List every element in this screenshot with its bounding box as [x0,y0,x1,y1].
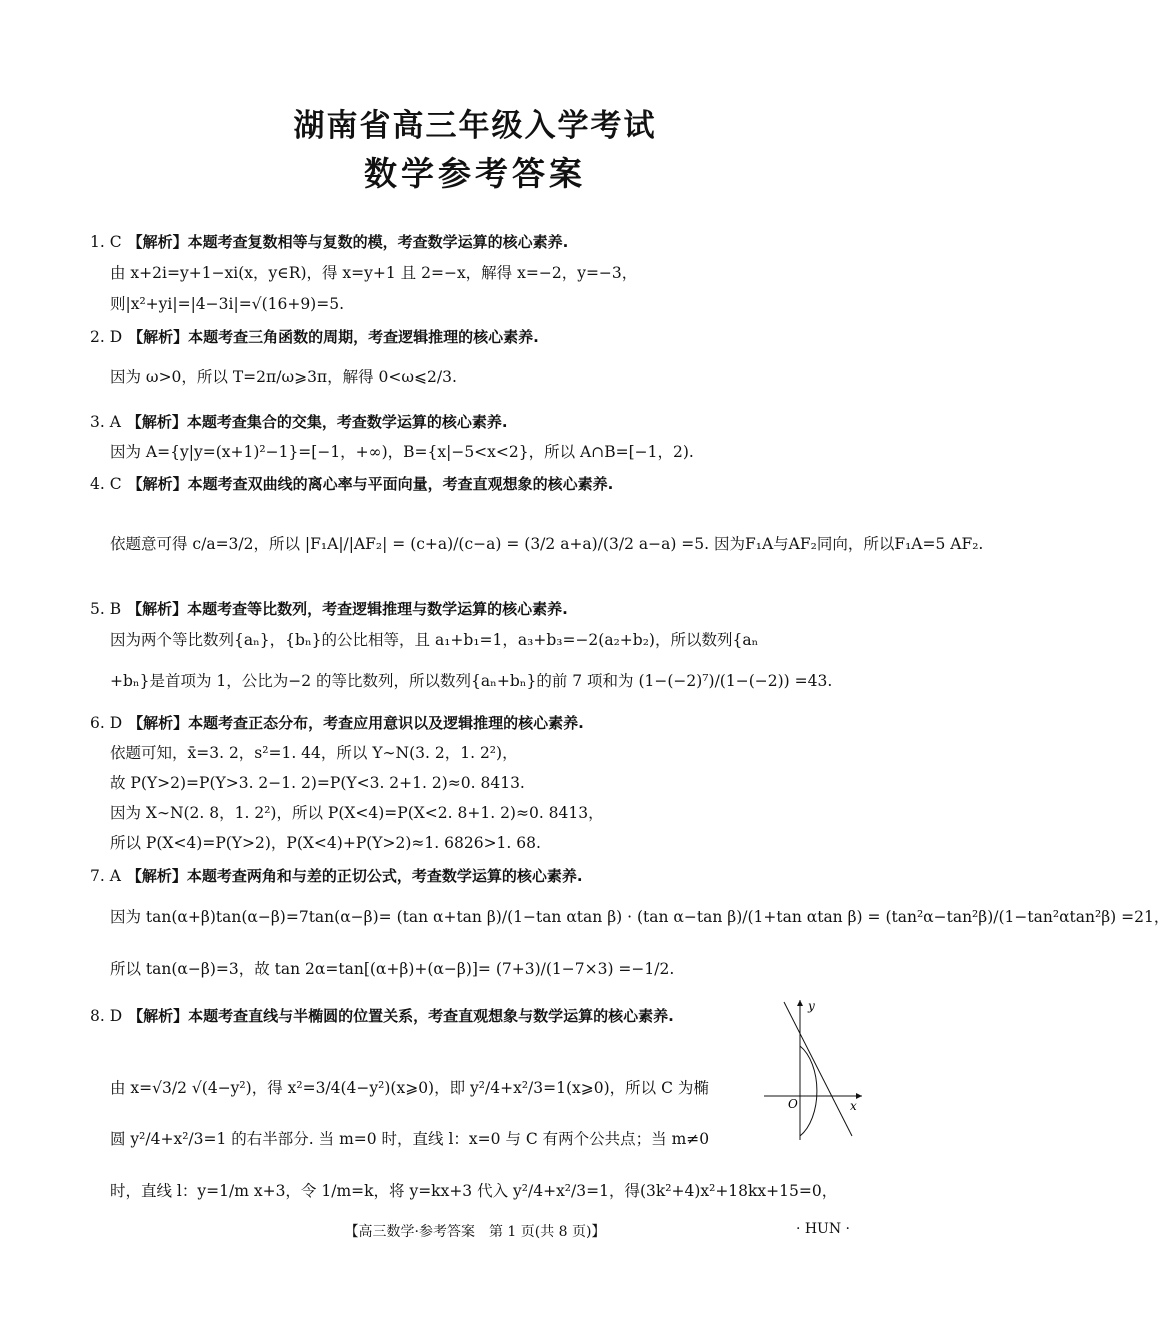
x-axis-arrow [856,1093,862,1099]
question-number: 7. A [90,867,121,885]
footer-code: · HUN · [795,1221,850,1237]
question-number: 1. C [90,233,122,251]
question-8-line-3: 时，直线 l：y=1/m x+3，令 1/m=k，将 y=kx+3 代入 y²/4+x²/3=1，得(3k²+4)x²+18kx+15=0， [110,1182,838,1200]
page-title: 湖南省高三年级入学考试 [293,108,657,144]
question-8-line-2: 圆 y²/4+x²/3=1 的右半部分. 当 m=0 时，直线 l：x=0 与 C 有两个公共点；当 m≠0 [110,1130,710,1148]
y-axis-arrow [797,1000,803,1006]
question-1-line-2: 则|x²+yi|=|4−3i|=√(16+9)=5. [110,295,345,313]
question-5-header [90,598,568,620]
question-8-line-1: 由 x=√3/2 √(4−y²)，得 x²=3/4(4−y²)(x⩾0)，即 y²/4+x²/3=1(x⩾0)，所以 C 为椭 [110,1079,709,1097]
question-2-line-1: 因为 ω>0，所以 T=2π/ω⩾3π，解得 0<ω⩽2/3. [110,368,457,386]
question-3-line-1: 因为 A={y|y=(x+1)²−1}=[−1，+∞)，B={x|−5<x<2}，所以 A∩B=[−1，2). [110,443,694,461]
question-number: 3. A [90,413,121,431]
question-number: 5. B [90,600,122,618]
question-2-header [90,326,539,348]
analysis-heading: 【解析】本题考查复数相等与复数的模，考查数学运算的核心素养. [127,233,569,251]
question-7-line-1: 因为 tan(α+β)tan(α−β)=7tan(α−β)= (tan α+tan β)/(1−tan αtan β) · (tan α−tan β)/(1+tan αtan β) = (tan²α−tan²β)/(1−tan²αtan²β) =21， [110,908,1169,926]
question-7-header [90,865,583,887]
ellipse-line-figure [762,996,866,1142]
x-axis-label: x [850,1099,857,1113]
question-number: 4. C [90,475,122,493]
analysis-heading: 【解析】本题考查三角函数的周期，考查逻辑推理的核心素养. [128,328,539,346]
question-1-header [90,231,568,253]
page-subtitle: 数学参考答案 [364,154,586,193]
analysis-heading: 【解析】本题考查集合的交集，考查数学运算的核心素养. [126,413,508,431]
analysis-heading: 【解析】本题考查等比数列，考查逻辑推理与数学运算的核心素养. [127,600,568,618]
question-4-header [90,473,613,495]
line-l [784,1002,852,1136]
question-7-line-2: 所以 tan(α−β)=3，故 tan 2α=tan[(α+β)+(α−β)]= (7+3)/(1−7×3) =−1/2. [110,960,675,978]
question-8-header [90,1003,750,1030]
page-footer: 【高三数学·参考答案 第 1 页(共 8 页)】 [344,1224,606,1240]
question-4-line-1: 依题意可得 c/a=3/2，所以 |F₁A|/|AF₂| = (c+a)/(c−a) = (3/2 a+a)/(3/2 a−a) =5. 因为F₁A与AF₂同向，所以F₁A=5 AF₂. [110,535,984,553]
analysis-heading: 【解析】本题考查正态分布，考查应用意识以及逻辑推理的核心素养. [128,714,584,732]
question-number: 6. D [90,714,123,732]
question-5-line-2: +bₙ}是首项为 1，公比为−2 的等比数列，所以数列{aₙ+bₙ}的前 7 项和为 (1−(−2)⁷)/(1−(−2)) =43. [110,672,833,690]
question-number: 2. D [90,328,123,346]
analysis-heading: 【解析】本题考查直线与半椭圆的位置关系，考查直观想象与数学运算的核心素养. [128,1007,674,1025]
question-6-line-4: 所以 P(X<4)=P(Y>2)，P(X<4)+P(Y>2)≈1. 6826>1. 68. [110,834,541,852]
question-5-line-1: 因为两个等比数列{aₙ}，{bₙ}的公比相等，且 a₁+b₁=1，a₃+b₃=−2(a₂+b₂)，所以数列{aₙ [110,631,759,649]
question-number: 8. D [90,1007,123,1025]
question-1-line-1: 由 x+2i=y+1−xi(x，y∈R)，得 x=y+1 且 2=−x，解得 x=−2，y=−3， [110,264,638,282]
question-6-line-2: 故 P(Y>2)=P(Y>3. 2−1. 2)=P(Y<3. 2+1. 2)≈0. 8413. [110,774,525,792]
question-6-header [90,712,584,734]
analysis-heading: 【解析】本题考查两角和与差的正切公式，考查数学运算的核心素养. [126,867,583,885]
analysis-heading: 【解析】本题考查双曲线的离心率与平面向量，考查直观想象的核心素养. [127,475,614,493]
y-axis-label: y [808,999,815,1013]
half-ellipse [800,1046,817,1136]
question-3-header [90,411,508,433]
origin-label: O [788,1097,798,1111]
question-6-line-3: 因为 X∼N(2. 8，1. 2²)，所以 P(X<4)=P(X<2. 8+1. 2)≈0. 8413， [110,804,604,822]
question-6-line-1: 依题可知，x̄=3. 2，s²=1. 44，所以 Y∼N(3. 2，1. 2²)， [110,744,518,762]
